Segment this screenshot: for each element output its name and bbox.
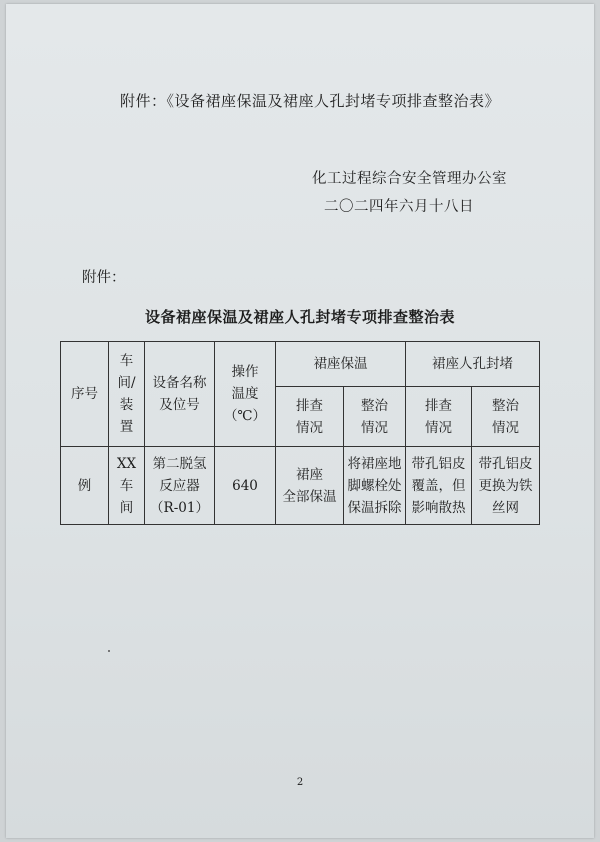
header-insulation-check: 排查 情况: [276, 387, 344, 447]
row-equipment: 第二脱氢 反应器 （R-01）: [145, 447, 215, 525]
page-number: 2: [296, 777, 304, 788]
row-insulation-rectify: 将裙座地 脚螺栓处 保温拆除: [344, 447, 406, 525]
header-manhole-sealing: 裙座人孔封堵: [406, 342, 540, 387]
row-insulation-check: 裙座 全部保温: [276, 447, 344, 525]
row-seq: 例: [61, 447, 109, 525]
row-temperature: 640: [215, 447, 276, 525]
header-skirt-insulation: 裙座保温: [276, 342, 406, 387]
issue-date: 二〇二四年六月十八日: [324, 199, 474, 215]
issuer-name: 化工过程综合安全管理办公室: [312, 171, 507, 187]
header-equipment: 设备名称 及位号: [145, 342, 215, 447]
stray-mark: [108, 650, 110, 652]
row-manhole-check: 带孔铝皮 覆盖，但 影响散热: [406, 447, 472, 525]
table-title: 设备裙座保温及裙座人孔封堵专项排查整治表: [144, 308, 455, 326]
header-manhole-rectify: 整治 情况: [472, 387, 540, 447]
row-manhole-rectify: 带孔铝皮 更换为铁 丝网: [472, 447, 540, 525]
header-manhole-check: 排查 情况: [406, 387, 472, 447]
example-row: [61, 447, 540, 525]
header-workshop: 车 间/ 装 置: [109, 342, 145, 447]
document-page: [6, 4, 594, 838]
header-row-1: [61, 342, 540, 387]
row-workshop: XX 车 间: [109, 447, 145, 525]
attachment-label: 附件：: [82, 270, 126, 286]
header-temperature: 操作 温度 （℃）: [215, 342, 276, 447]
header-insulation-rectify: 整治 情况: [344, 387, 406, 447]
inspection-table: [60, 341, 540, 525]
attachment-title: 附件：《设备裙座保温及裙座人孔封堵专项排查整治表》: [120, 92, 501, 110]
header-seq: 序号: [61, 342, 109, 447]
